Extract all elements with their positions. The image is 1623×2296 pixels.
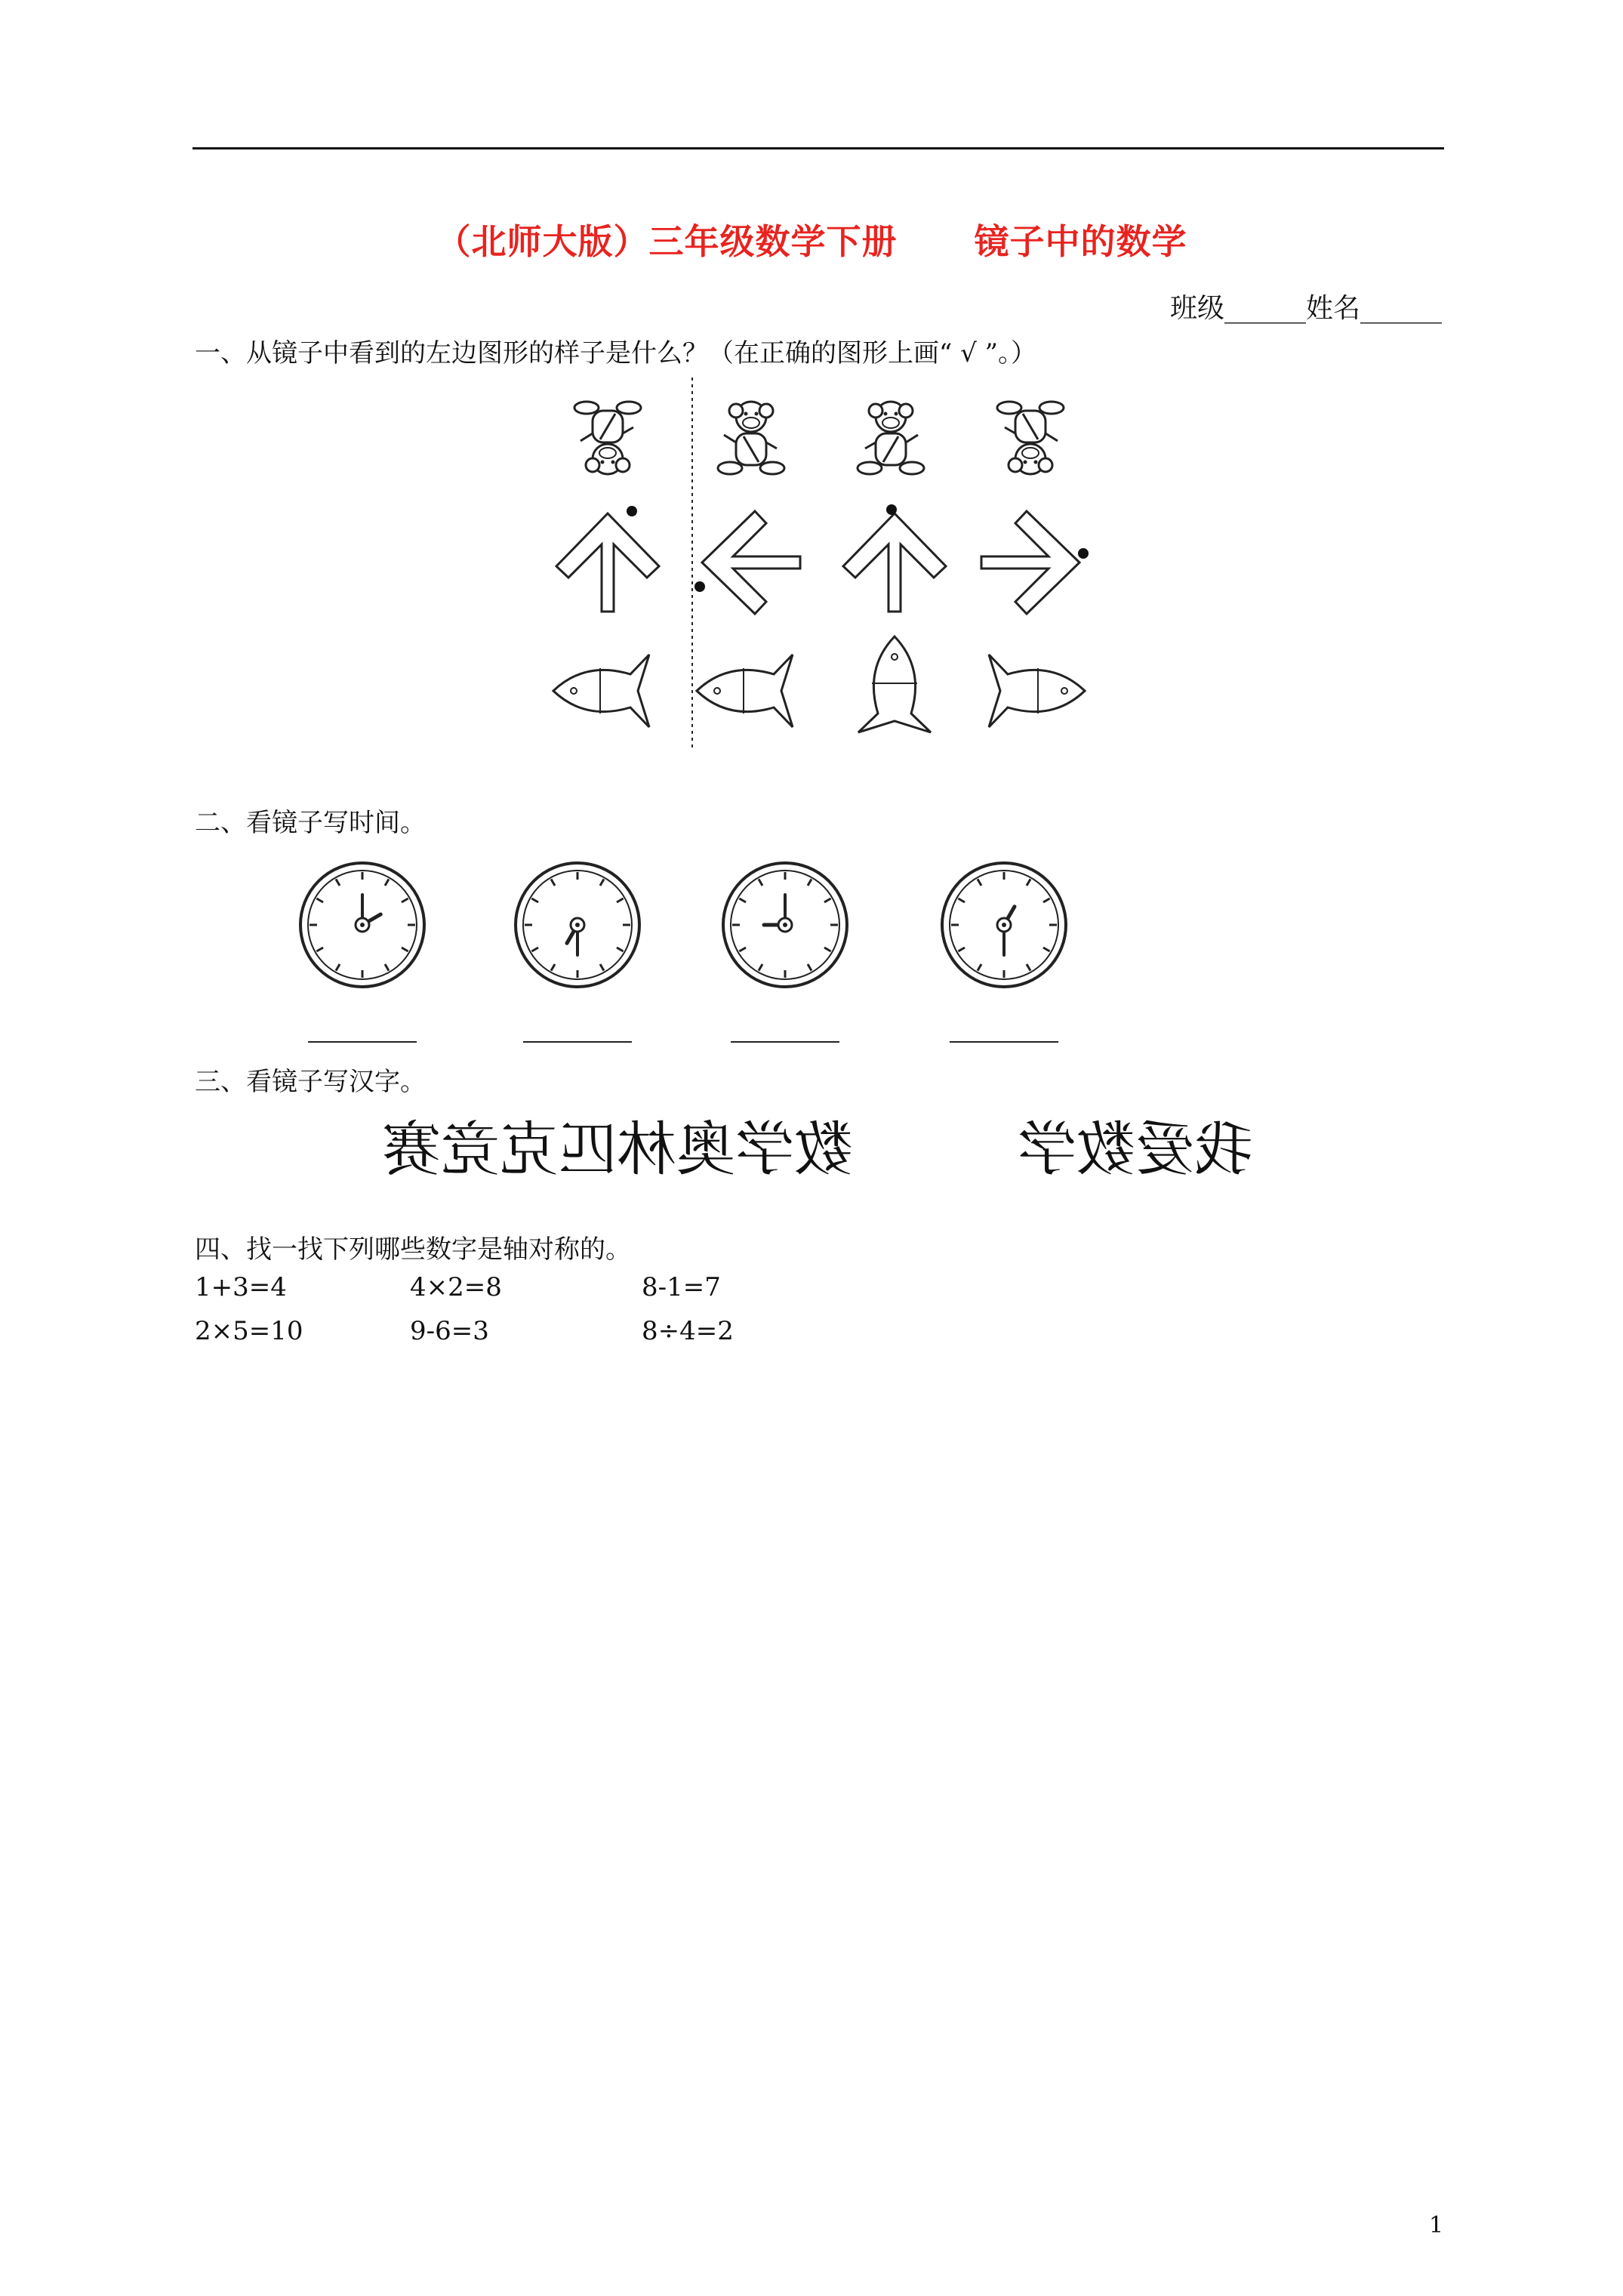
clock-face: [300, 863, 424, 1042]
question-1: 一、从镜子中看到的左边图形的样子是什么？（在正确的图形上画“ √ ”。）: [195, 338, 1037, 368]
arrow-figure-option-b[interactable]: [843, 504, 946, 612]
page-number: 1: [1429, 2212, 1444, 2239]
mirror-figure-grid: [544, 374, 1117, 759]
equation: 4×2=8: [410, 1272, 502, 1302]
mirror-clocks: [287, 853, 1102, 1049]
mirrored-chinese-text: [377, 1095, 1283, 1193]
fish-figure-option-b[interactable]: [858, 636, 931, 732]
monkey-figure-original: [574, 402, 641, 474]
question-3: 三、看镜子写汉字。: [195, 1067, 426, 1097]
arrow-figure-option-c[interactable]: [981, 511, 1089, 614]
monkey-figure-option-b[interactable]: [858, 402, 924, 474]
monkey-figure-option-a[interactable]: [718, 402, 784, 474]
clock-face: [516, 863, 639, 1042]
equation: 8÷4=2: [642, 1316, 734, 1346]
arrow-figure-option-a[interactable]: [694, 511, 800, 614]
class-name-field: 班级______姓名______: [1169, 293, 1442, 324]
document-title: （北师大版）三年级数学下册 镜子中的数学: [436, 221, 1187, 262]
fish-figure-option-a[interactable]: [697, 655, 793, 727]
equation: 8-1=7: [642, 1272, 721, 1302]
question-4: 四、找一找下列哪些数字是轴对称的。: [195, 1234, 631, 1265]
clock-face: [723, 863, 847, 1042]
equation: 2×5=10: [195, 1316, 303, 1346]
top-rule: [192, 147, 1444, 149]
question-2: 二、看镜子写时间。: [195, 808, 426, 838]
mirrored-text-2: 我爱数学: [1017, 1116, 1253, 1184]
equation: 1+3=4: [195, 1272, 287, 1302]
monkey-figure-option-c[interactable]: [997, 402, 1064, 474]
arrow-figure-original: [556, 506, 659, 612]
mirrored-text-1: 数学奥林匹克竞赛: [381, 1116, 853, 1184]
equation: 9-6=3: [410, 1316, 489, 1346]
fish-figure-original: [553, 655, 649, 727]
clock-face: [942, 863, 1066, 1042]
fish-figure-option-c[interactable]: [989, 655, 1085, 727]
